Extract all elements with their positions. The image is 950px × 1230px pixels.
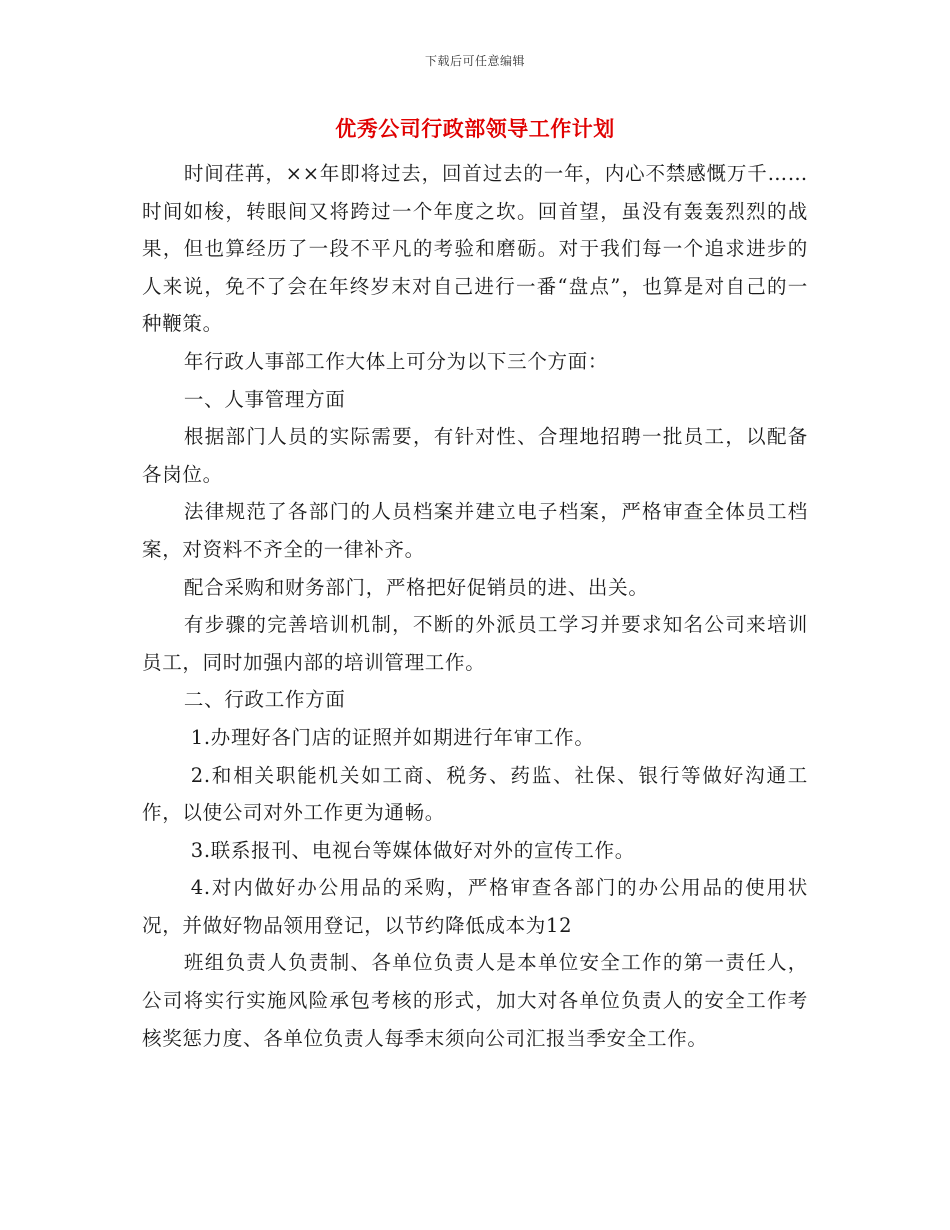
list-item-4: 4.对内做好办公用品的采购，严格审查各部门的办公用品的使用状况，并做好物品领用登记，以节约降低成本为12 [142,876,808,937]
paragraph-overview: 年行政人事部工作大体上可分为以下三个方面： [183,349,609,373]
list-item-2: 2.和相关职能机关如工商、税务、药监、社保、银行等做好沟通工作，以使公司对外工作更为通畅。 [142,763,808,825]
paragraph-intro: 时间荏苒，××年即将过去，回首过去的一年，内心不禁感慨万千……时间如梭，转眼间又将跨过一个年度之坎。回首望，虽没有轰轰烈烈的战果，但也算经历了一段不平凡的考验和磨砺。对于我们每一个追求进步的人来说，免不了会在年终岁末对自己进行一番“盘点”，也算是对自己的一种鞭策。 [142,162,808,336]
list-item-3: 3.联系报刊、电视台等媒体做好对外的宣传工作。 [190,838,635,862]
paragraph-recruitment: 根据部门人员的实际需要，有针对性、合理地招聘一批员工，以配备各岗位。 [142,425,808,486]
document-body [142,155,808,1057]
paragraph-training: 有步骤的完善培训机制，不断的外派员工学习并要求知名公司来培训员工，同时加强内部的培训管理工作。 [142,613,808,674]
list-item-1: 1.办理好各门店的证照并如期进行年审工作。 [190,725,595,749]
section-heading-administration: 二、行政工作方面 [183,688,346,712]
paragraph-safety: 班组负责人负责制、各单位负责人是本单位安全工作的第一责任人，公司将实行实施风险承包考核的形式，加大对各单位负责人的安全工作考核奖惩力度、各单位负责人每季末须向公司汇报当季安全工作。 [142,951,808,1050]
document-title: 优秀公司行政部领导工作计划 [335,116,615,141]
paragraph-archives: 法律规范了各部门的人员档案并建立电子档案，严格审查全体员工档案，对资料不齐全的一律补齐。 [142,500,808,561]
section-heading-personnel: 一、人事管理方面 [183,387,346,411]
header-note: 下载后可任意编辑 [424,54,525,68]
paragraph-procurement: 配合采购和财务部门，严格把好促销员的进、出关。 [183,575,649,599]
